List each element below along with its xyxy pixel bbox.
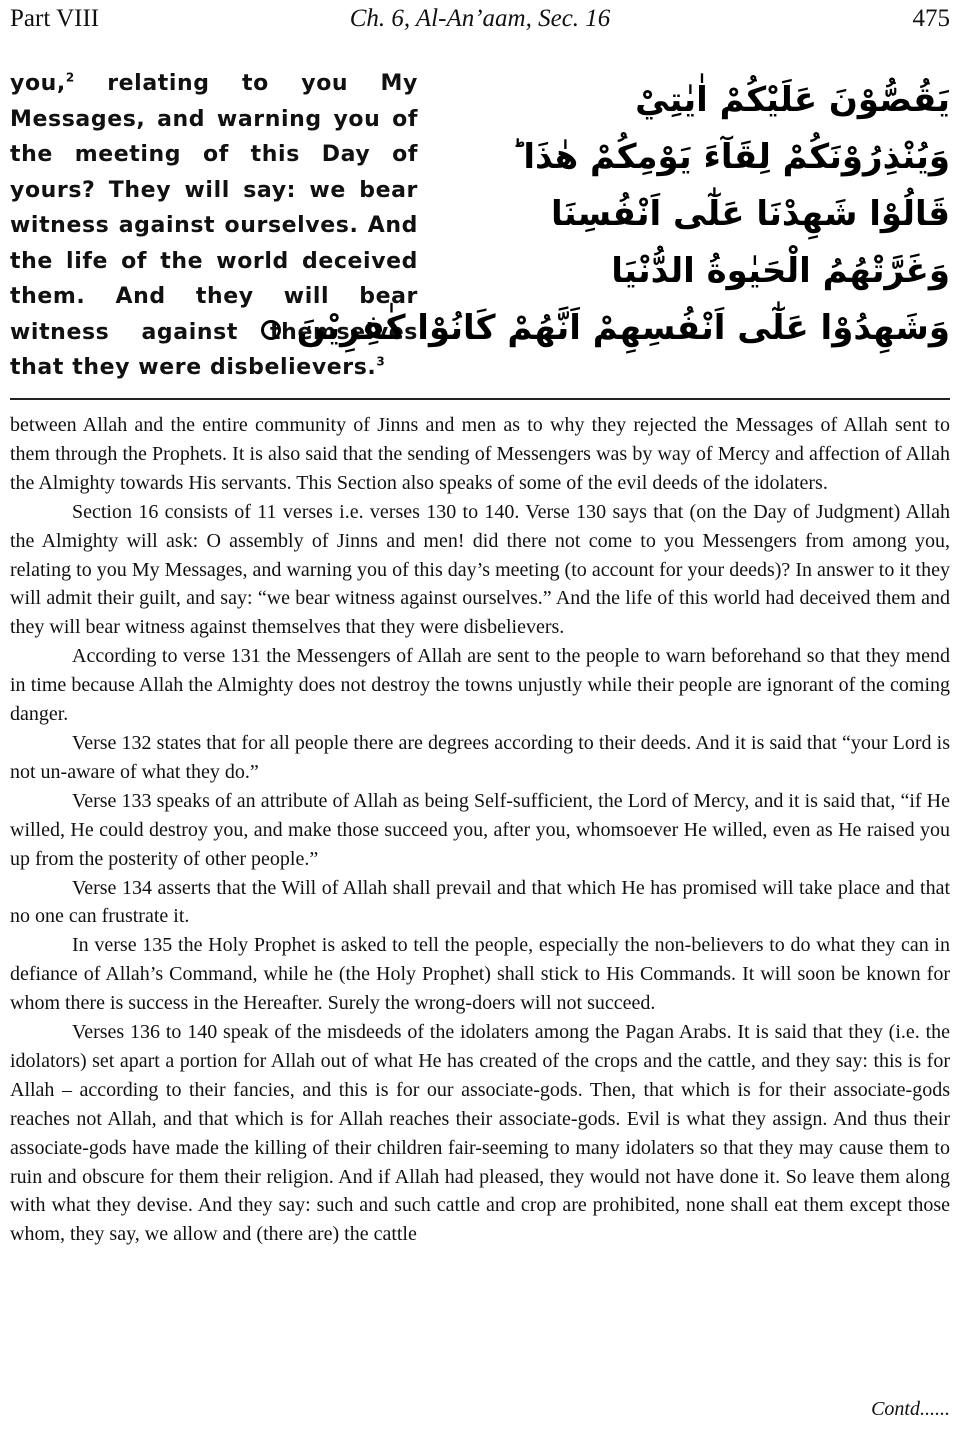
commentary	[10, 411, 950, 1249]
page-number: 475	[912, 5, 950, 32]
commentary-paragraph: Section 16 consists of 11 verses i.e. verses 130 to 140. Verse 130 says that (on the Day of Judgment) Allah the Almighty will ask: O assembly of Jinns and men! did there not come to you Messengers from among you, relating to you My Messages, and warning you of this day’s meeting (to account for your deeds)? In answer to it they will admit their guilt, and say: “we bear witness against ourselves.” And the life of this world had deceived them and they will bear witness against themselves that they were disbelievers.	[10, 500, 950, 639]
arabic-line: يَقُصُّوْنَ عَلَيْكُمْ اٰيٰتِيْ	[635, 80, 950, 120]
translation-text-start: you,	[10, 71, 66, 96]
footnote-ref-2[interactable]: 2	[65, 70, 75, 85]
arabic-line: وَشَهِدُوْا عَلٰٓى اَنْفُسِهِمْ اَنَّهُمْ كَانُوْا كٰفِرِيْنَ	[296, 308, 950, 348]
commentary-paragraph: Verse 133 speaks of an attribute of Allah as being Self-sufficient, the Lord of Mercy, and it is said that, “if He willed, He could destroy you, and make those succeed you, after you, whomsoever He willed, even as He raised you up from the posterity of other people.”	[10, 789, 950, 870]
verse-end-icon	[261, 320, 281, 340]
commentary-paragraph: Verse 134 asserts that the Will of Allah shall prevail and that which He has promised will take place and that no one can frustrate it.	[10, 876, 950, 928]
running-header	[10, 2, 950, 36]
chapter-title: Ch. 6, Al-An’aam, Sec. 16	[349, 5, 611, 32]
arabic-line: وَيُنْذِرُوْنَكُمْ لِقَآءَ يَوْمِكُمْ هٰذَا ؕ	[511, 137, 950, 177]
arabic-verse	[296, 72, 950, 357]
arabic-line: وَغَرَّتْهُمُ الْحَيٰوةُ الدُّنْيَا	[611, 251, 950, 291]
commentary-paragraph: According to verse 131 the Messengers of Allah are sent to the people to warn beforehand so that they mend in time because Allah the Almighty does not destroy the towns unjustly while their people are ignorant of the coming danger.	[10, 645, 950, 726]
footnote-ref-3[interactable]: 3	[376, 354, 386, 369]
commentary-paragraph: between Allah and the entire community of Jinns and men as to why they rejected the Messages of Allah sent to them through the Prophets. It is also said that the sending of Messengers was by way of Mercy and affection of Allah the Almighty towards His servants. This Section also speaks of some of the evil deeds of the idolaters.	[10, 414, 950, 494]
arabic-line-last	[296, 300, 950, 357]
commentary-paragraph: In verse 135 the Holy Prophet is asked to tell the people, especially the non-believers to do what they can in defiance of Allah’s Command, while he (the Holy Prophet) shall stick to His Commands. It will soon be known for whom there is success in the Hereafter. Surely the wrong-doers will not succeed.	[10, 934, 950, 1015]
commentary-paragraph: Verses 136 to 140 speak of the misdeeds of the idolaters among the Pagan Arabs. It is said that they (i.e. the idolators) set apart a portion for Allah out of what He has created of the crops and the cattle, and they say: this is for Allah – according to their fancies, and this is for our associate-gods. Then, that which is for their associate-gods reaches not Allah, and that which is for Allah reaches their associate-gods. Evil is what they assign. And thus their associate-gods have made the killing of their children fair-seeming to many idolaters so that they may cause them to ruin and obscure for them their religion. And if Allah had pleased, they would not have done it. So leave them along with what they devise. And they say: such and such cattle and crop are prohibited, none shall eat them except those whom, they say, we allow and (there are) the cattle	[10, 1021, 950, 1246]
commentary-paragraph: Verse 132 states that for all people there are degrees according to their deeds. And it is said that “your Lord is not un-aware of what they do.”	[10, 731, 950, 783]
translation-text: relating to you My Messages, and warning you of the meeting of this Day of yours? They will say: we bear witness against ourselves. And the life of the world deceived them. And they will bear witness against themselves that they were disbelievers.	[10, 71, 418, 380]
part-label: Part VIII	[10, 5, 100, 32]
section-divider	[10, 398, 950, 400]
continued-label: Contd......	[871, 1398, 950, 1420]
arabic-line: قَالُوْا شَهِدْنَا عَلٰٓى اَنْفُسِنَا	[551, 194, 950, 234]
